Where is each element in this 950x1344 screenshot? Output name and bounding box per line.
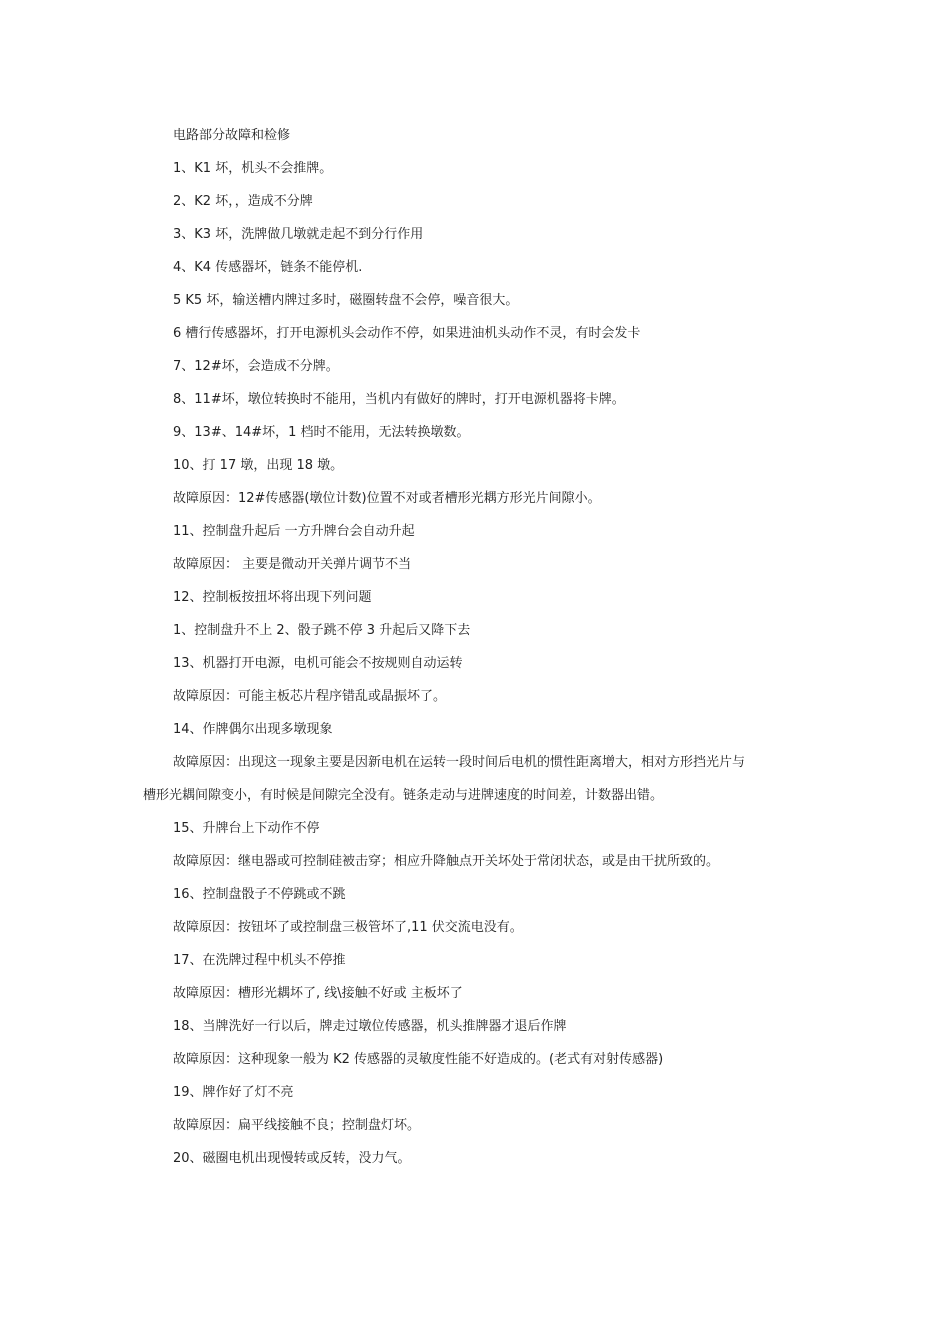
fault-item: 6 槽行传感器坏，打开电源机头会动作不停，如果进油机头动作不灵，有时会发卡 — [173, 326, 641, 341]
fault-item: 19、牌作好了灯不亮 — [173, 1085, 294, 1100]
fault-cause: 故障原因：出现这一现象主要是因新电机在运转一段时间后电机的惯性距离增大，相对方形挡光片与 — [173, 755, 746, 770]
fault-item: 16、控制盘骰子不停跳或不跳 — [173, 887, 346, 902]
fault-item: 2、K2 坏，，造成不分牌 — [173, 194, 313, 209]
fault-item: 4、K4 传感器坏，链条不能停机. — [173, 260, 363, 275]
fault-cause: 故障原因：扁平线接触不良；控制盘灯坏。 — [173, 1118, 421, 1133]
fault-item: 9、13#、14#坏，1 档时不能用，无法转换墩数。 — [173, 425, 470, 440]
fault-cause: 故障原因：按钮坏了或控制盘三极管坏了,11 伏交流电没有。 — [173, 920, 523, 935]
fault-cause: 故障原因：12#传感器(墩位计数)位置不对或者槽形光耦方形光片间隙小。 — [173, 491, 601, 506]
fault-cause: 故障原因： 主要是微动开关弹片调节不当 — [173, 557, 412, 572]
fault-item: 5 K5 坏，输送槽内牌过多时，磁圈转盘不会停，噪音很大。 — [173, 293, 519, 308]
fault-item: 12、控制板按扭坏将出现下列问题 — [173, 590, 372, 605]
fault-item: 18、当牌洗好一行以后，牌走过墩位传感器，机头推牌器才退后作牌 — [173, 1019, 567, 1034]
fault-item: 13、机器打开电源，电机可能会不按规则自动运转 — [173, 656, 463, 671]
fault-item: 1、K1 坏，机头不会推牌。 — [173, 161, 333, 176]
fault-item: 14、作牌偶尔出现多墩现象 — [173, 722, 333, 737]
fault-cause-continued: 槽形光耦间隙变小，有时候是间隙完全没有。链条走动与进牌速度的时间差，计数器出错。 — [143, 788, 664, 803]
fault-item: 10、打 17 墩，出现 18 墩。 — [173, 458, 344, 473]
document-body — [143, 126, 823, 1182]
fault-item: 11、控制盘升起后 一方升牌台会自动升起 — [173, 524, 415, 539]
fault-subitems: 1、控制盘升不上 2、骰子跳不停 3 升起后又降下去 — [173, 623, 471, 638]
fault-item: 3、K3 坏，洗牌做几墩就走起不到分行作用 — [173, 227, 424, 242]
fault-item: 20、磁圈电机出现慢转或反转，没力气。 — [173, 1151, 411, 1166]
fault-item: 17、在洗牌过程中机头不停推 — [173, 953, 346, 968]
fault-cause: 故障原因：可能主板芯片程序错乱或晶振坏了。 — [173, 689, 447, 704]
fault-item: 15、升牌台上下动作不停 — [173, 821, 320, 836]
fault-item: 8、11#坏，墩位转换时不能用，当机内有做好的牌时，打开电源机器将卡牌。 — [173, 392, 625, 407]
fault-cause: 故障原因：继电器或可控制硅被击穿；相应升降触点开关坏处于常闭状态，或是由干扰所致的。 — [173, 854, 720, 869]
fault-item: 7、12#坏，会造成不分牌。 — [173, 359, 339, 374]
fault-cause: 故障原因：槽形光耦坏了, 线\接触不好或 主板坏了 — [173, 986, 463, 1001]
fault-cause: 故障原因：这种现象一般为 K2 传感器的灵敏度性能不好造成的。(老式有对射传感器) — [173, 1052, 664, 1067]
document-heading: 电路部分故障和检修 — [173, 128, 291, 143]
